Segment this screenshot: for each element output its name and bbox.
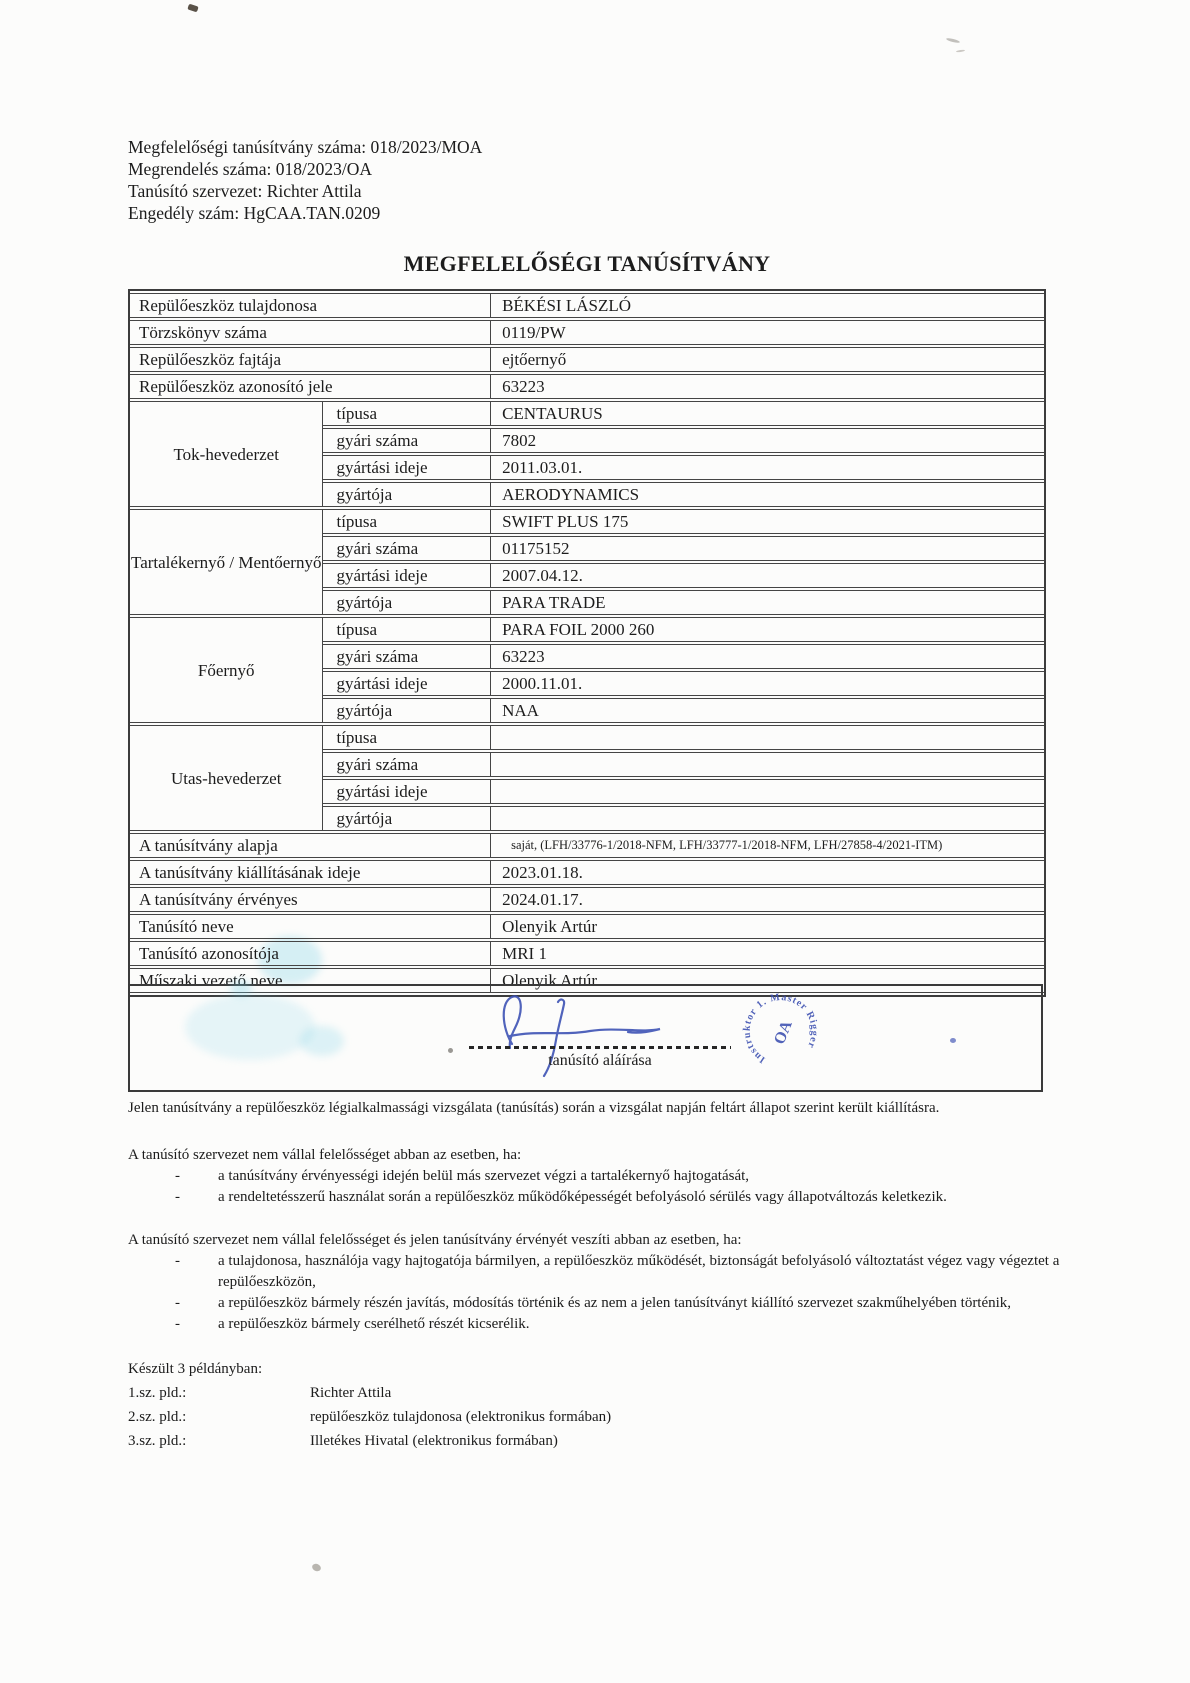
- field-label: gyártási ideje: [323, 455, 491, 480]
- row-label: Repülőeszköz azonosító jele: [130, 374, 491, 399]
- stamp-ring-text: Instruktor 1. Master Rigger: [741, 991, 820, 1066]
- list-item-text: a tulajdonosa, használója vagy hajtogatója bármilyen, a repülőeszköz működését, biztonságát befolyásoló változtatást végez vagy végeztet a repülőeszközön,: [218, 1253, 1060, 1290]
- ink-smudge: [300, 1026, 344, 1056]
- table-row: [130, 509, 1044, 534]
- group-label: Tartalékernyő / Mentőernyő: [130, 509, 323, 615]
- scan-artifact: [311, 1562, 322, 1572]
- header-line-cert-number: Megfelelőségi tanúsítvány száma: 018/2023/MOA: [128, 137, 483, 157]
- header-block: [128, 136, 482, 224]
- copy-recipient: Richter Attila: [310, 1385, 392, 1401]
- header-line-permit-number: Engedély szám: HgCAA.TAN.0209: [128, 203, 381, 223]
- row-value: 2023.01.18.: [491, 860, 1044, 885]
- field-value: NAA: [491, 698, 1044, 723]
- row-label: A tanúsítvány kiállításának ideje: [130, 860, 491, 885]
- ink-speck: [950, 1038, 956, 1043]
- table-row: [130, 860, 1044, 885]
- row-value: BÉKÉSI LÁSZLÓ: [491, 293, 1044, 318]
- bullet-dash: -: [175, 1189, 180, 1205]
- field-label: gyártója: [323, 806, 491, 831]
- signature-caption: tanúsító aláírása: [548, 1052, 652, 1069]
- field-value: 2011.03.01.: [491, 455, 1044, 480]
- invalidity-title: A tanúsító szervezet nem vállal felelősséget és jelen tanúsítvány érvényét veszíti abban az esetben, ha:: [128, 1232, 742, 1248]
- table-row: [130, 941, 1044, 966]
- field-value: [491, 806, 1044, 831]
- field-value: CENTAURUS: [491, 401, 1044, 426]
- copy-number: 3.sz. pld.:: [128, 1433, 187, 1449]
- notes-block: [128, 1098, 1076, 1453]
- bullet-dash: -: [175, 1295, 180, 1311]
- scan-artifact: [956, 49, 965, 52]
- note-paragraph: Jelen tanúsítvány a repülőeszköz légialkalmassági vizsgálata (tanúsítás) során a vizsgálat napján feltárt állapot szerint került kiállításra.: [128, 1100, 940, 1116]
- liability-title: A tanúsító szervezet nem vállal felelősséget abban az esetben, ha:: [128, 1147, 522, 1163]
- row-label: Tanúsító neve: [130, 914, 491, 939]
- header-line-order-number: Megrendelés száma: 018/2023/OA: [128, 159, 372, 179]
- field-label: gyári száma: [323, 428, 491, 453]
- copies-title: Készült 3 példányban:: [128, 1361, 263, 1377]
- field-value: [491, 779, 1044, 804]
- bullet-dash: -: [175, 1168, 180, 1184]
- row-label: Repülőeszköz tulajdonosa: [130, 293, 491, 318]
- table-row: [130, 347, 1044, 372]
- row-label: A tanúsítvány érvényes: [130, 887, 491, 912]
- row-label: A tanúsítvány alapja: [130, 833, 491, 858]
- list-item: [128, 1166, 1076, 1187]
- list-item: [128, 1251, 1076, 1293]
- page-title: MEGFELELŐSÉGI TANÚSÍTVÁNY: [403, 251, 771, 276]
- ink-speck: [448, 1048, 453, 1053]
- field-label: gyártási ideje: [323, 671, 491, 696]
- list-item: [128, 1314, 1076, 1335]
- copy-recipient: Illetékes Hivatal (elektronikus formában): [310, 1433, 558, 1449]
- field-value: PARA TRADE: [491, 590, 1044, 615]
- row-value: ejtőernyő: [491, 347, 1044, 372]
- field-label: gyári száma: [323, 536, 491, 561]
- ink-smudge: [230, 980, 252, 996]
- copy-number: 1.sz. pld.:: [128, 1385, 187, 1401]
- row-value: 63223: [491, 374, 1044, 399]
- table-row: [130, 320, 1044, 345]
- field-value: SWIFT PLUS 175: [491, 509, 1044, 534]
- bullet-dash: -: [175, 1253, 180, 1269]
- certifier-stamp: [720, 970, 844, 1094]
- list-item-text: a tanúsítvány érvényességi idején belül más szervezet végzi a tartalékernyő hajtogatását,: [218, 1168, 750, 1184]
- table-row: [130, 914, 1044, 939]
- scan-artifact: [187, 4, 198, 13]
- table-row: [130, 374, 1044, 399]
- field-label: gyártási ideje: [323, 779, 491, 804]
- copy-recipient: repülőeszköz tulajdonosa (elektronikus formában): [310, 1409, 612, 1425]
- scan-artifact: [946, 37, 960, 43]
- row-value: saját, (LFH/33776-1/2018-NFM, LFH/33777-1/2018-NFM, LFH/27858-4/2021-ITM): [491, 833, 1044, 858]
- list-item-text: a repülőeszköz bármely cserélhető részét kicserélik.: [218, 1316, 530, 1332]
- row-value: Olenyik Artúr: [491, 968, 1044, 993]
- field-label: gyártási ideje: [323, 563, 491, 588]
- group-label: Utas-hevederzet: [130, 725, 323, 831]
- field-label: típusa: [323, 401, 491, 426]
- row-label: Törzskönyv száma: [130, 320, 491, 345]
- table-row: [130, 617, 1044, 642]
- field-label: típusa: [323, 725, 491, 750]
- field-value: 01175152: [491, 536, 1044, 561]
- signature-ink: [482, 990, 702, 1085]
- row-value: 2024.01.17.: [491, 887, 1044, 912]
- field-value: 7802: [491, 428, 1044, 453]
- row-value: MRI 1: [491, 941, 1044, 966]
- row-label: Műszaki vezető neve: [130, 968, 491, 993]
- table-row: [130, 293, 1044, 318]
- table-row: [130, 725, 1044, 750]
- field-label: gyártója: [323, 482, 491, 507]
- header-line-certifier-org: Tanúsító szervezet: Richter Attila: [128, 181, 362, 201]
- table-row: [130, 401, 1044, 426]
- signature-box: [128, 984, 1043, 1092]
- field-value: 2000.11.01.: [491, 671, 1044, 696]
- row-value: Olenyik Artúr: [491, 914, 1044, 939]
- field-value: AERODYNAMICS: [491, 482, 1044, 507]
- table-row: [130, 887, 1044, 912]
- row-label: Tanúsító azonosítója: [130, 941, 491, 966]
- field-value: [491, 725, 1044, 750]
- table-row: [130, 833, 1044, 858]
- field-value: [491, 752, 1044, 777]
- list-item-text: a repülőeszköz bármely részén javítás, módosítás történik és az nem a jelen tanúsítványt kiállító szervezet szakműhelyében történik,: [218, 1295, 1012, 1311]
- ink-smudge: [185, 994, 315, 1060]
- field-label: gyártója: [323, 698, 491, 723]
- row-value: 0119/PW: [491, 320, 1044, 345]
- copy-row: [128, 1381, 1076, 1405]
- list-item: [128, 1187, 1076, 1208]
- list-item: [128, 1293, 1076, 1314]
- signature-line: [469, 1046, 731, 1049]
- copy-number: 2.sz. pld.:: [128, 1409, 187, 1425]
- field-value: 2007.04.12.: [491, 563, 1044, 588]
- field-label: típusa: [323, 509, 491, 534]
- bullet-dash: -: [175, 1316, 180, 1332]
- group-label: Tok-hevederzet: [130, 401, 323, 507]
- field-label: típusa: [323, 617, 491, 642]
- copy-row: [128, 1429, 1076, 1453]
- field-label: gyári száma: [323, 752, 491, 777]
- field-label: gyári száma: [323, 644, 491, 669]
- field-label: gyártója: [323, 590, 491, 615]
- row-label: Repülőeszköz fajtája: [130, 347, 491, 372]
- copies-block: [128, 1357, 1076, 1453]
- stamp-center-text: OA: [771, 1018, 796, 1047]
- list-item-text: a rendeltetésszerű használat során a repülőeszköz működőképességét befolyásoló sérülés vagy állapotváltozás keletkezik.: [218, 1189, 947, 1205]
- certificate-table: [128, 289, 1046, 997]
- field-value: 63223: [491, 644, 1044, 669]
- group-label: Főernyő: [130, 617, 323, 723]
- field-value: PARA FOIL 2000 260: [491, 617, 1044, 642]
- copy-row: [128, 1405, 1076, 1429]
